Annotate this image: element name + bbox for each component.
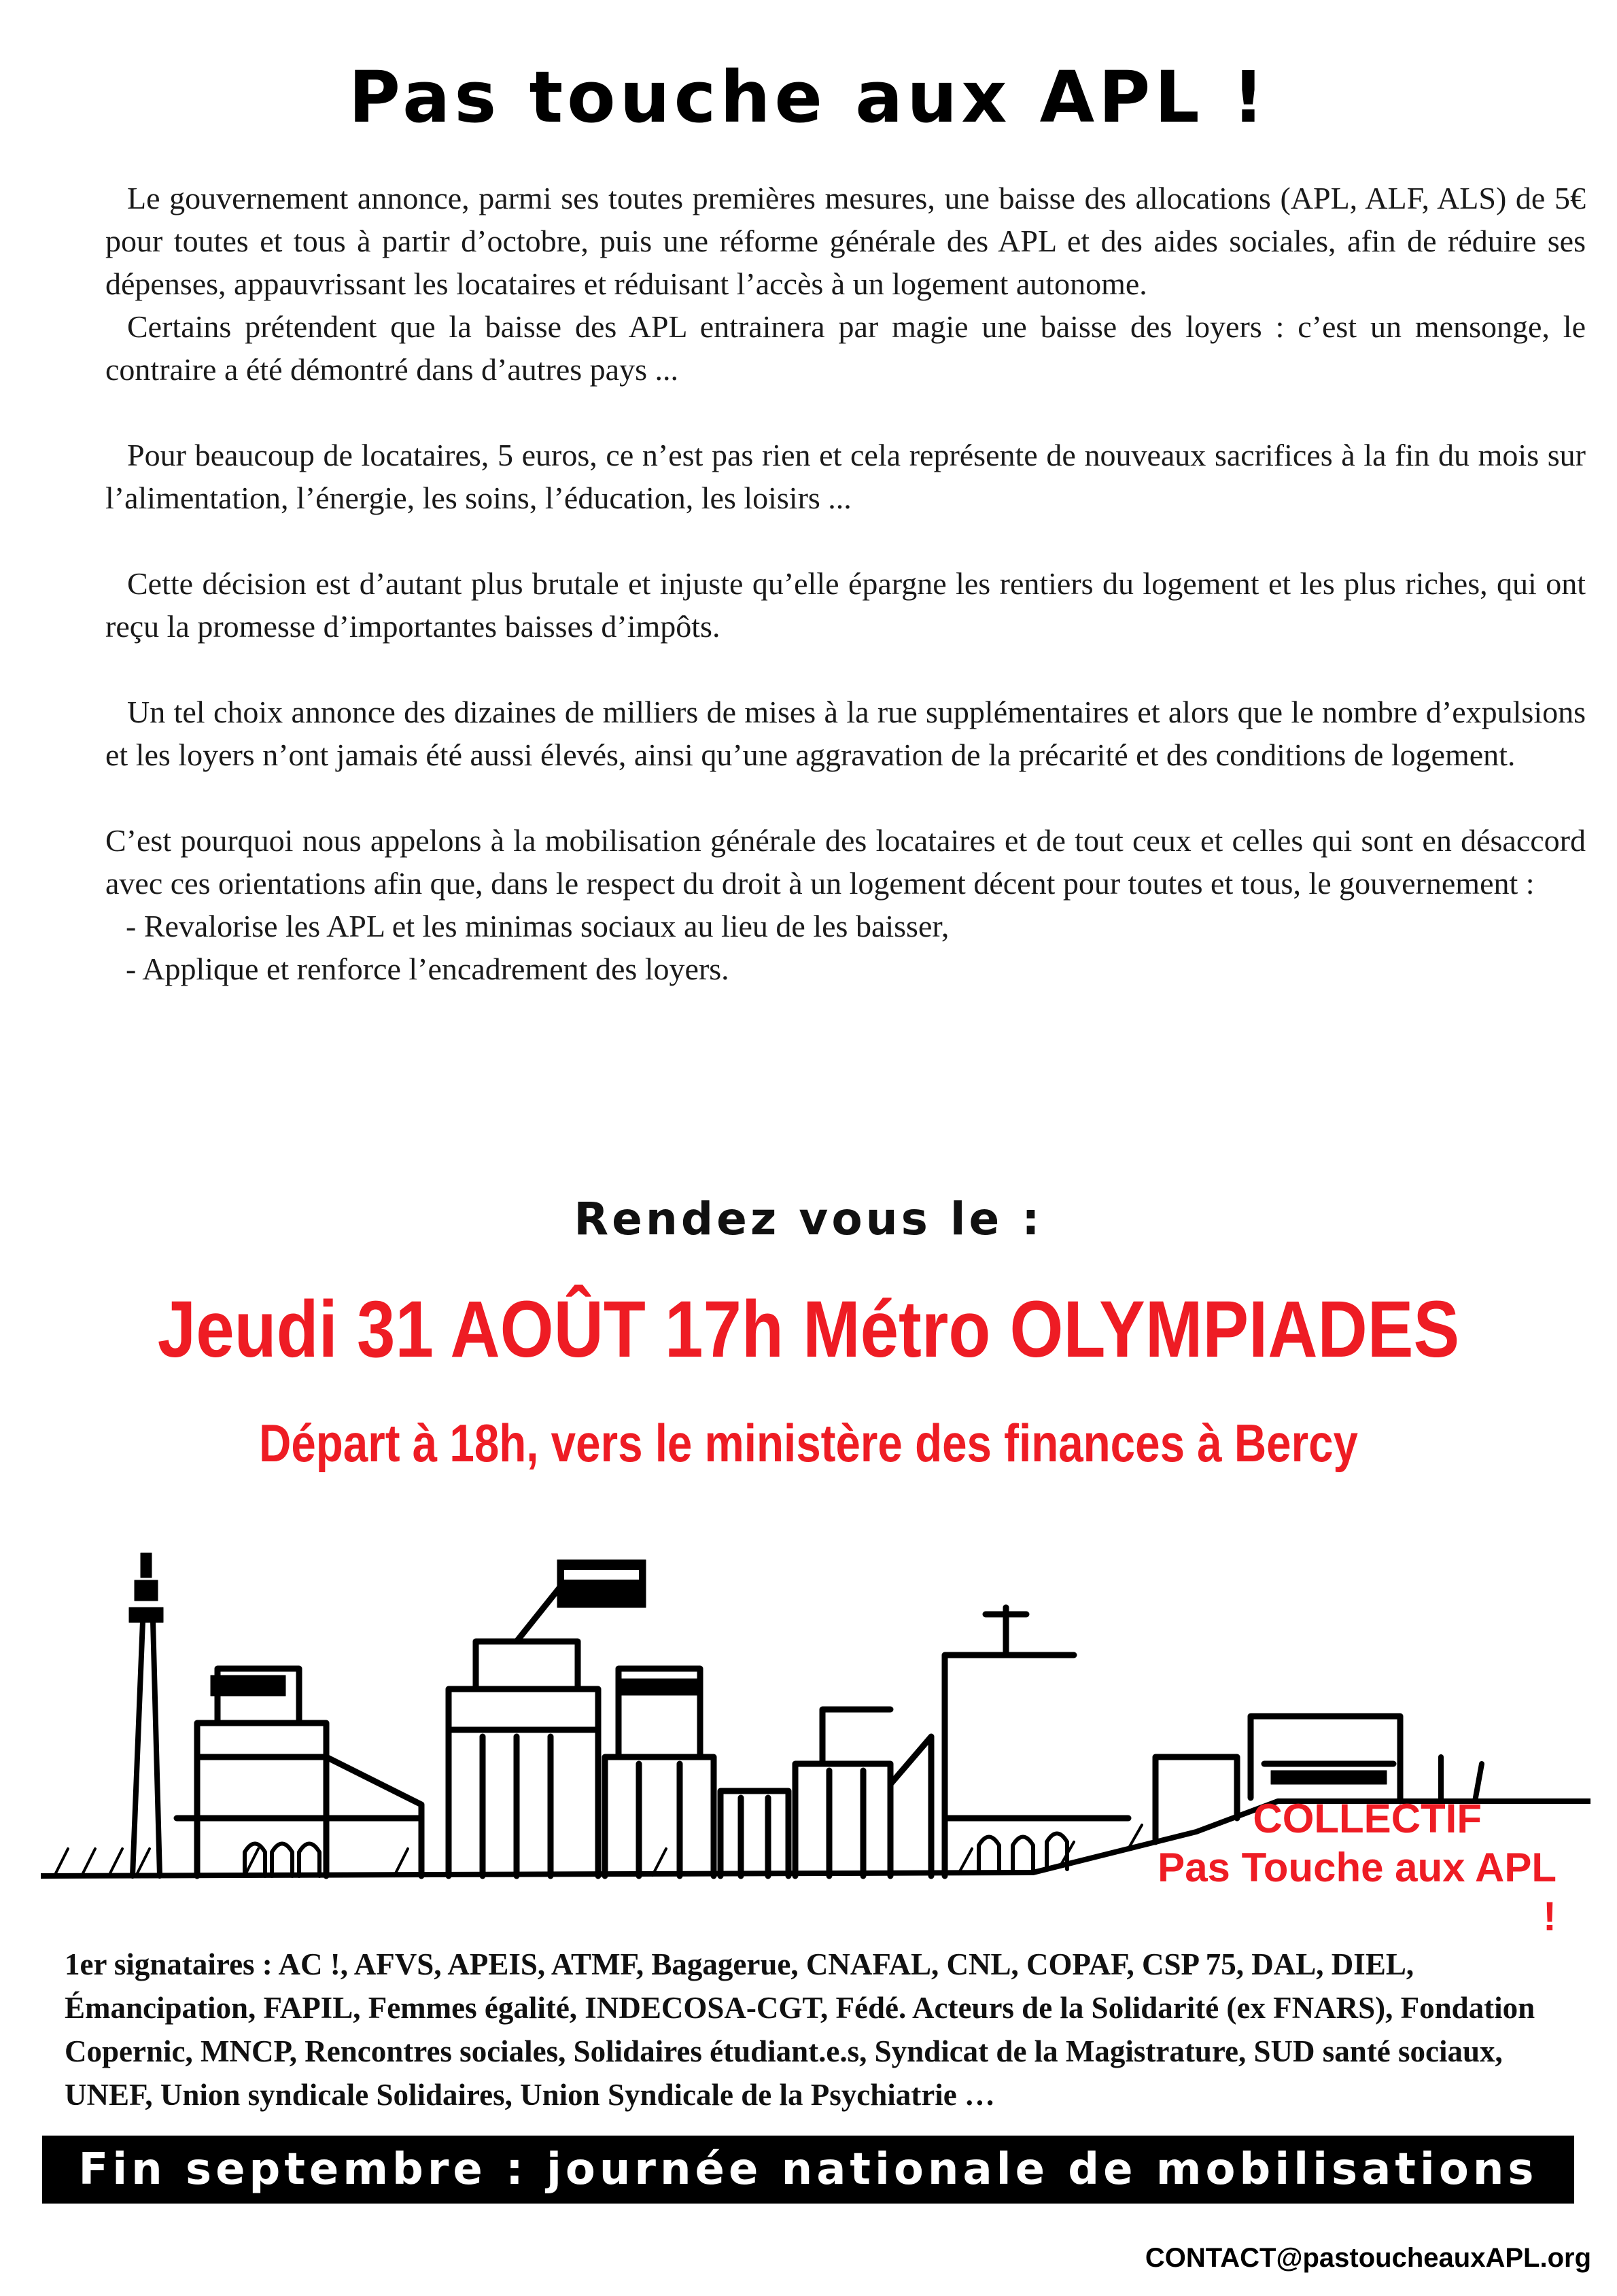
event-date: Jeudi 31 AOÛT 17h Métro OLYMPIADES — [157, 1285, 1460, 1374]
paragraph-6: C’est pourquoi nous appelons à la mobilisation générale des locataires et de tout ceux et celles qui sont en désaccord avec ces orientations afin que, dans le respect du droit à un logement décent pour toutes et tous, le gouvernement : — [105, 823, 1586, 901]
collectif-line-1: COLLECTIF — [1253, 1796, 1482, 1841]
page-title: Pas touche aux APL ! — [348, 56, 1269, 139]
demand-2: - Applique et renforce l’encadrement des loyers. — [126, 952, 729, 986]
paragraph-5: Un tel choix annonce des dizaines de milliers de mises à la rue supplémentaires et alors que le nombre d’expulsions et les loyers n’ont jamais été aussi élevés, ainsi qu’une aggravation de la précarité et des conditions de logement. — [105, 695, 1586, 772]
contact-email[interactable]: CONTACT@pastoucheauxAPL.org — [1145, 2243, 1591, 2273]
paragraph-3: Pour beaucoup de locataires, 5 euros, ce n’est pas rien et cela représente de nouveaux sacrifices à la fin du mois sur l’alimentation, l’énergie, les soins, l’éducation, les loisirs ... — [105, 438, 1586, 515]
paragraph-4: Cette décision est d’autant plus brutale et injuste qu’elle épargne les rentiers du logement et les plus riches, qui ont reçu la promesse d’importantes baisses d’impôts. — [105, 566, 1586, 644]
bottom-banner — [42, 2136, 1574, 2204]
rendez-vous-heading: Rendez vous le : — [574, 1193, 1043, 1245]
banner-text: Fin septembre : journée nationale de mobilisations — [78, 2144, 1538, 2195]
collectif-line-2: Pas Touche aux APL ! — [1158, 1845, 1557, 1939]
signatories-list: 1er signataires : AC !, AFVS, APEIS, ATMF, Bagagerue, CNAFAL, CNL, COPAF, CSP 75, DAL, DIEL, Émancipation, FAPIL, Femmes égalité, INDECOSA-CGT, Fédé. Acteurs de la Solidarité (ex FNARS), Fondation Copernic, MNCP, Rencontres sociales, Solidaires étudiant.e.s, Syndicat de la Magistrature, SUD santé sociaux, UNEF, Union syndicale Solidaires, Union Syndicale de la Psychiatrie … — [65, 1947, 1535, 2112]
paragraph-1: Le gouvernement annonce, parmi ses toutes premières mesures, une baisse des allocations (APL, ALF, ALS) de 5€ pour toutes et tous à partir d’octobre, puis une réforme générale des APL et des aides sociales, afin de réduire ses dépenses, appauvrissant les locataires et réduisant l’accès à un logement autonome. — [105, 181, 1586, 301]
event-departure: Départ à 18h, vers le ministère des finances à Bercy — [259, 1413, 1358, 1473]
demand-1: - Revalorise les APL et les minimas sociaux au lieu de les baisser, — [126, 909, 950, 943]
collectif-logo-text — [1149, 1794, 1557, 1941]
paragraph-2: Certains prétendent que la baisse des APL entrainera par magie une baisse des loyers : c’est un mensonge, le contraire a été démontré dans d’autres pays ... — [105, 309, 1586, 387]
body-text — [105, 177, 1586, 990]
